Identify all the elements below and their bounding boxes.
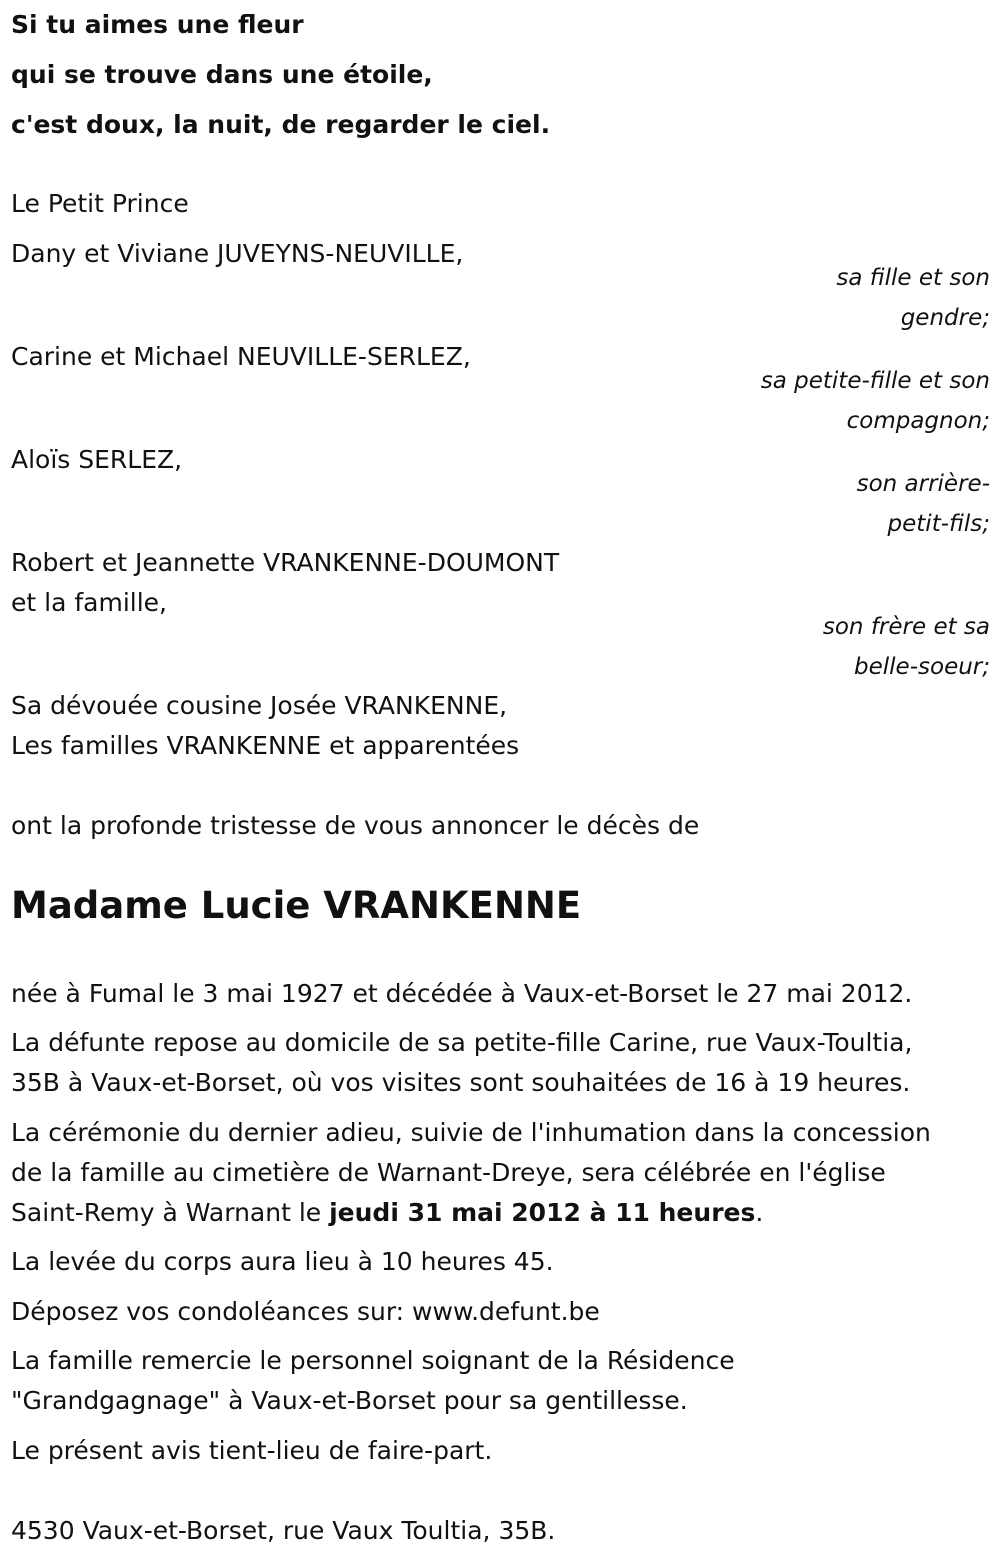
families-line: Les familles VRANKENNE et apparentées <box>11 731 520 760</box>
family-member-name: et la famille, <box>11 588 167 617</box>
thanks-text-line-2: "Grandgagnage" à Vaux-et-Borset pour sa gentillesse. <box>11 1386 688 1415</box>
family-member-relation: sa petite-fille et son <box>760 368 990 394</box>
cousin-line: Sa dévouée cousine Josée VRANKENNE, <box>11 691 508 720</box>
levee-text: La levée du corps aura lieu à 10 heures 45. <box>11 1247 554 1276</box>
family-member-relation: son arrière- <box>856 471 990 497</box>
birth-death-text: née à Fumal le 3 mai 1927 et décédée à Vaux-et-Borset le 27 mai 2012. <box>11 979 913 1008</box>
ceremony-text-line-2: de la famille au cimetière de Warnant-Dreye, sera célébrée en l'église <box>11 1158 886 1187</box>
ceremony-period: . <box>755 1198 764 1227</box>
notice-text: Le présent avis tient-lieu de faire-part. <box>11 1436 493 1465</box>
family-member-relation: gendre; <box>900 305 990 331</box>
family-member-name: Aloïs SERLEZ, <box>11 445 183 474</box>
family-member-name: Dany et Viviane JUVEYNS-NEUVILLE, <box>11 239 464 268</box>
poem-author: Le Petit Prince <box>11 189 189 218</box>
family-member-name: Carine et Michael NEUVILLE-SERLEZ, <box>11 342 471 371</box>
repose-text-line-2: 35B à Vaux-et-Borset, où vos visites sont souhaitées de 16 à 19 heures. <box>11 1068 911 1097</box>
family-member-relation: petit-fils; <box>887 511 990 537</box>
deceased-name: Madame Lucie VRANKENNE <box>11 884 582 927</box>
ceremony-text-line-3 <box>11 1198 763 1228</box>
repose-text-line-1: La défunte repose au domicile de sa petite-fille Carine, rue Vaux-Toultia, <box>11 1028 913 1057</box>
thanks-text-line-1: La famille remercie le personnel soignant de la Résidence <box>11 1346 735 1375</box>
ceremony-place: Saint-Remy à Warnant le <box>11 1198 330 1227</box>
poem-line-1: Si tu aimes une fleur <box>11 10 304 39</box>
condolences-text: Déposez vos condoléances sur: www.defunt.be <box>11 1297 600 1326</box>
ceremony-date: jeudi 31 mai 2012 à 11 heures <box>329 1198 756 1227</box>
family-member-relation: compagnon; <box>846 408 990 434</box>
family-member-relation: son frère et sa <box>822 614 990 640</box>
family-member-relation: sa fille et son <box>836 265 990 291</box>
announcement-text: ont la profonde tristesse de vous annoncer le décès de <box>11 811 700 840</box>
address-text: 4530 Vaux-et-Borset, rue Vaux Toultia, 35B. <box>11 1516 556 1545</box>
poem-line-2: qui se trouve dans une étoile, <box>11 60 433 89</box>
ceremony-text-line-1: La cérémonie du dernier adieu, suivie de l'inhumation dans la concession <box>11 1118 931 1147</box>
poem-line-3: c'est doux, la nuit, de regarder le ciel. <box>11 110 551 139</box>
family-member-name: Robert et Jeannette VRANKENNE-DOUMONT <box>11 548 560 577</box>
family-member-relation: belle-soeur; <box>854 654 990 680</box>
